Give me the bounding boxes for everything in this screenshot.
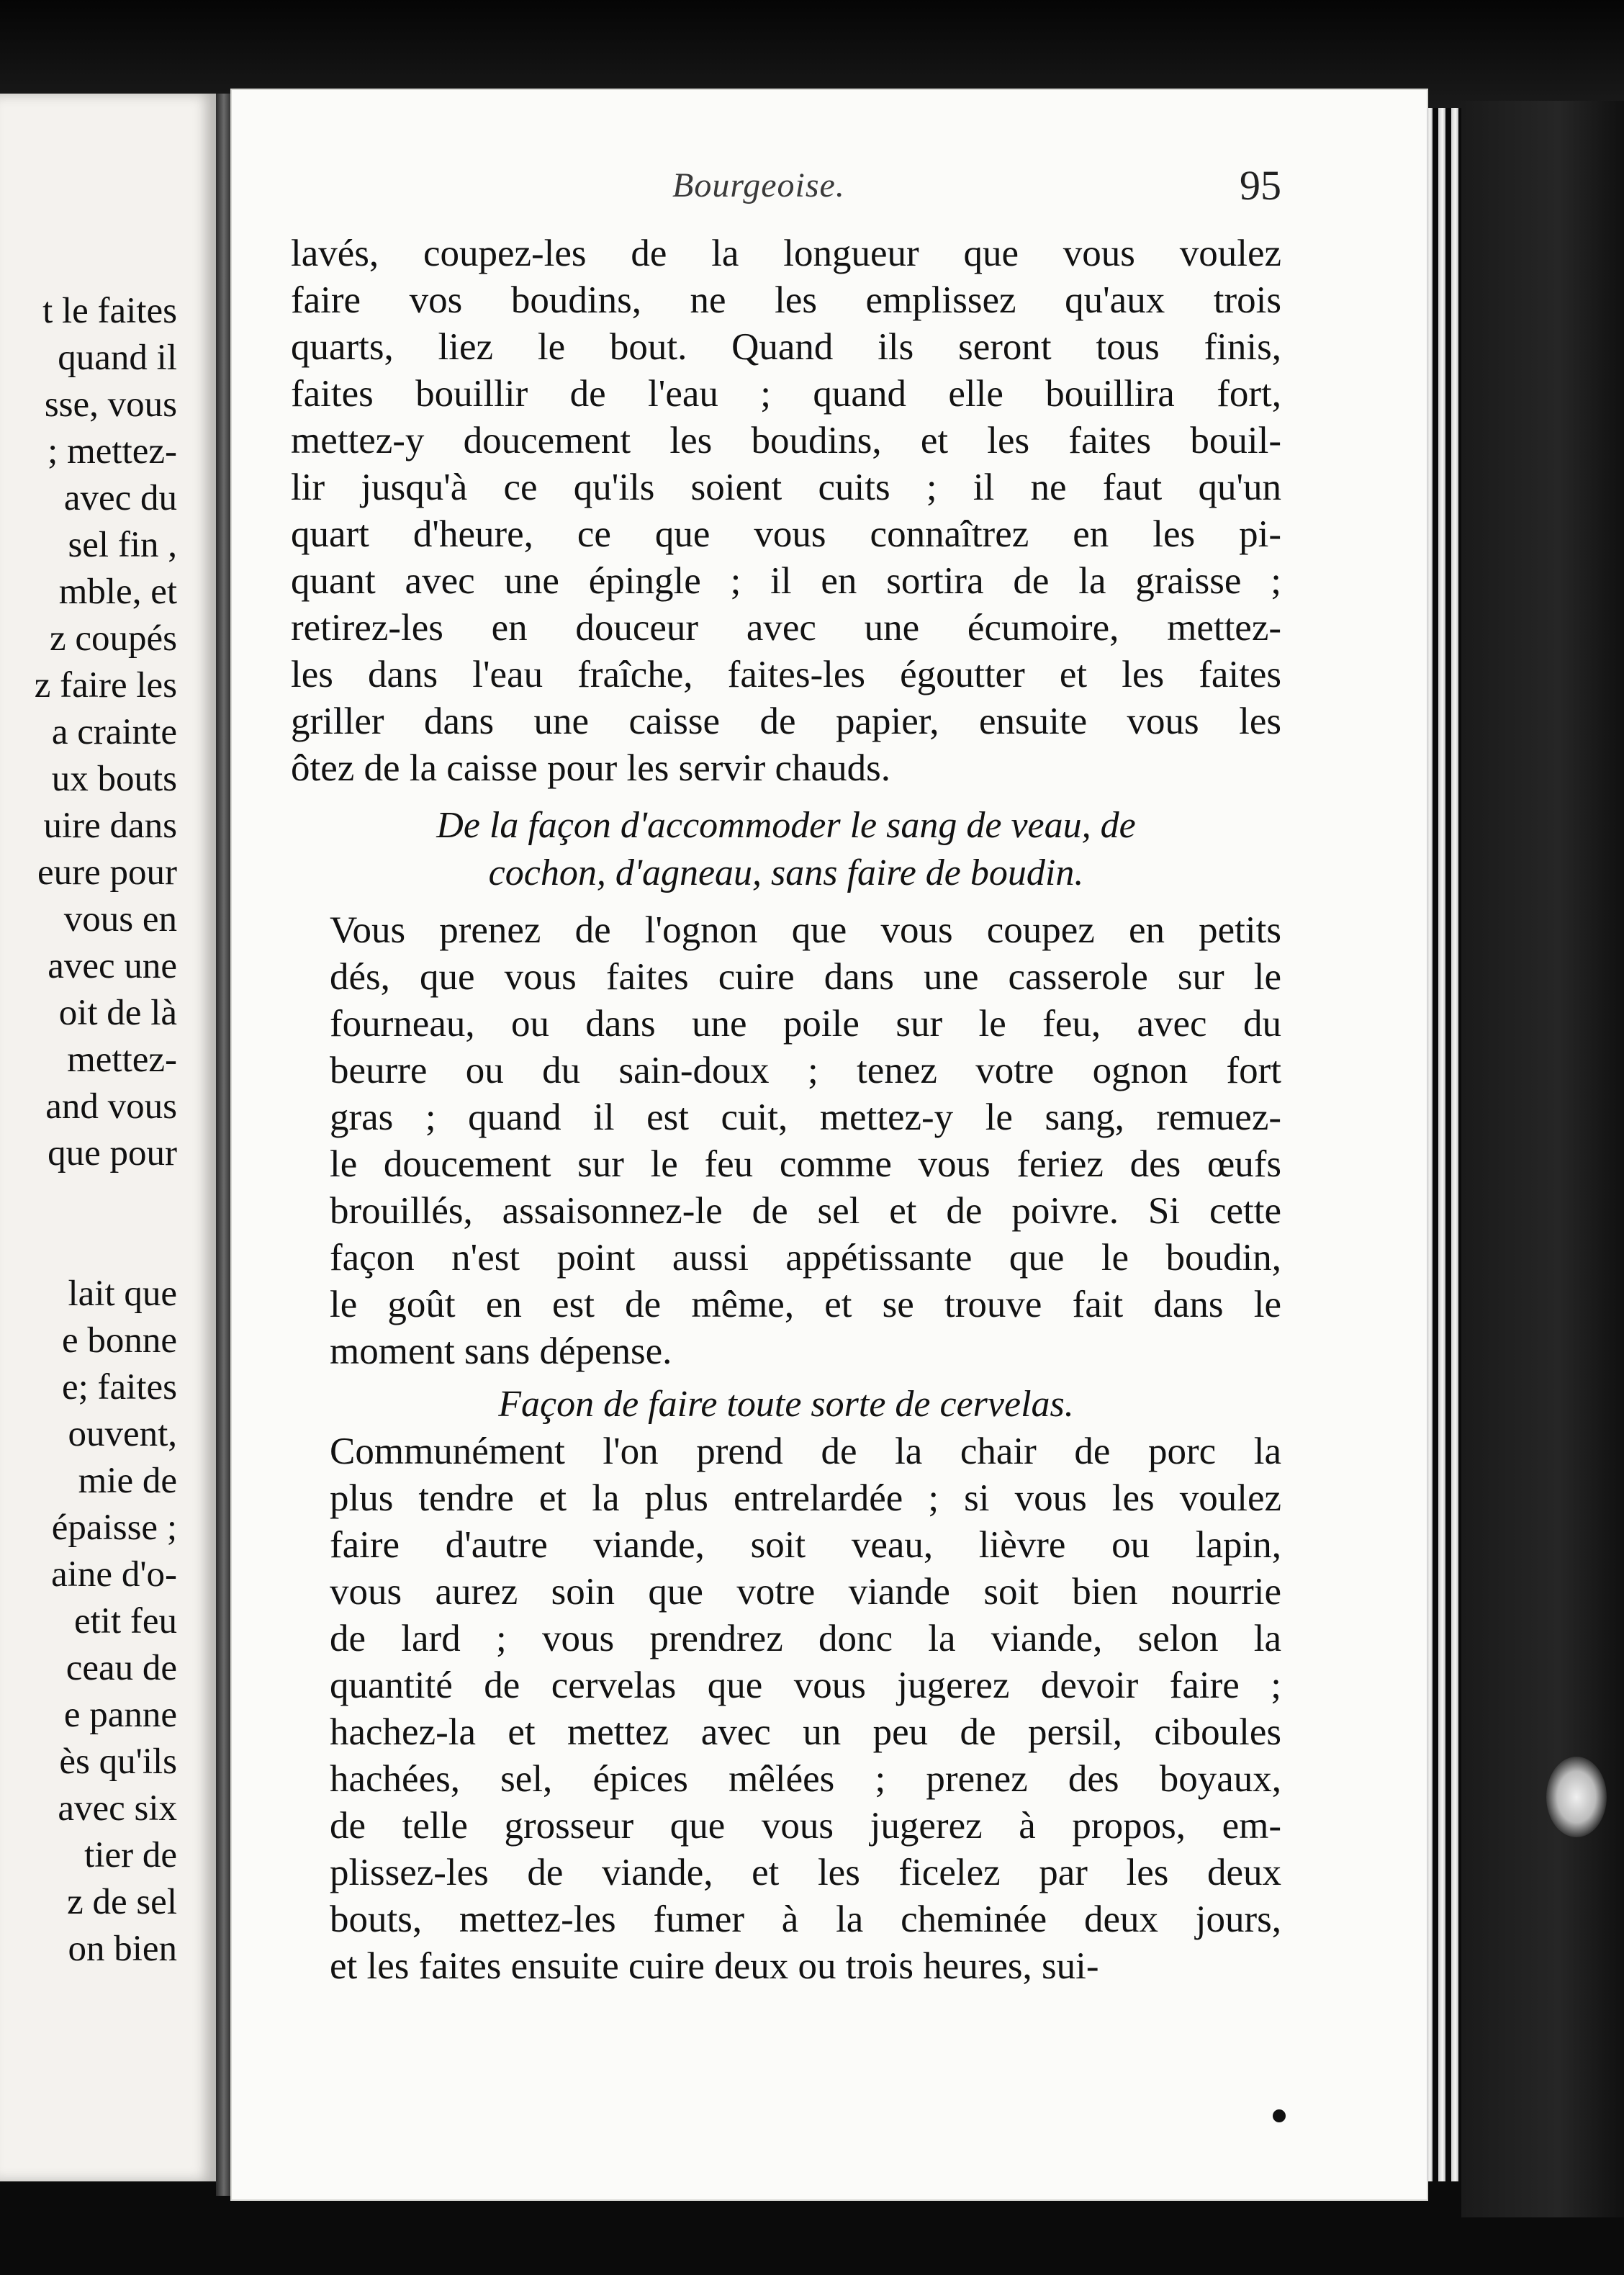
text-line: ôtez de la caisse pour les servir chauds.	[291, 747, 890, 789]
previous-page-line: a crainte	[51, 712, 177, 752]
paragraph	[291, 230, 1281, 792]
previous-page-line: tier de	[84, 1835, 177, 1875]
previous-page-line: e bonne	[61, 1320, 177, 1361]
book-cover-edge	[1461, 101, 1624, 2217]
previous-page-line: vous en	[63, 899, 177, 940]
previous-page-line: etit feu	[73, 1601, 177, 1641]
previous-page-line: z de sel	[67, 1882, 177, 1922]
previous-page-line: uire dans	[43, 806, 177, 846]
previous-page-line: eure pour	[37, 852, 177, 893]
heading-line: Façon de faire toute sorte de cervelas.	[498, 1384, 1074, 1425]
text-line: le goût en est de même, et se trouve fait dans le	[330, 1284, 1281, 1325]
text-line: fourneau, ou dans une poile sur le feu, avec du	[330, 1003, 1281, 1045]
previous-page-line: quand il	[58, 338, 177, 378]
text-line: faire d'autre viande, soit veau, lièvre ou lapin,	[330, 1524, 1281, 1566]
previous-page-line: sel fin ,	[68, 525, 177, 565]
text-line: bouts, mettez-les fumer à la cheminée deux jours,	[330, 1898, 1281, 1940]
previous-page-line: que pour	[48, 1133, 177, 1173]
page-number: 95	[1240, 162, 1281, 209]
text-line: plissez-les de viande, et les ficelez par les deux	[330, 1852, 1281, 1893]
previous-page-line	[0, 1177, 177, 1224]
scan-artifact	[1546, 1757, 1607, 1837]
text-line: hachées, sel, épices mêlées ; prenez des boyaux,	[330, 1758, 1281, 1800]
previous-page-line: ès qu'ils	[59, 1742, 177, 1782]
page-content	[291, 162, 1281, 1990]
book-gutter	[216, 94, 232, 2196]
heading-line: De la façon d'accommoder le sang de veau, de	[436, 805, 1136, 846]
text-line: hachez-la et mettez avec un peu de persil, ciboules	[330, 1711, 1281, 1753]
text-line: Communément l'on prend de la chair de porc la	[330, 1431, 1281, 1472]
previous-page-line: t le faites	[42, 291, 177, 331]
text-line: beurre ou du sain-doux ; tenez votre ognon fort	[330, 1050, 1281, 1091]
previous-page-line: and vous	[45, 1086, 177, 1127]
text-line: plus tendre et la plus entrelardée ; si vous les voulez	[330, 1477, 1281, 1519]
previous-page-line: ; mettez-	[48, 431, 177, 472]
previous-page-line: e panne	[63, 1695, 177, 1735]
text-line: le doucement sur le feu comme vous feriez des œufs	[330, 1143, 1281, 1185]
text-line: griller dans une caisse de papier, ensuite vous les	[291, 700, 1281, 742]
previous-page-line: avec une	[48, 946, 177, 986]
previous-page-line: lait que	[68, 1274, 177, 1314]
text-line: de lard ; vous prendrez donc la viande, selon la	[330, 1618, 1281, 1659]
previous-page-line: épaisse ;	[51, 1508, 177, 1548]
page-edge	[1438, 108, 1445, 2181]
text-line: quantité de cervelas que vous jugerez devoir faire ;	[330, 1664, 1281, 1706]
previous-page-line: ceau de	[66, 1648, 177, 1688]
text-line: de telle grosseur que vous jugerez à propos, em-	[330, 1805, 1281, 1847]
text-line: faites bouillir de l'eau ; quand elle bouillira fort,	[291, 373, 1281, 415]
text-line: vous aurez soin que votre viande soit bien nourrie	[330, 1571, 1281, 1613]
previous-page-line	[0, 1224, 177, 1271]
previous-page-line: sse, vous	[44, 384, 177, 425]
previous-page-line: mble, et	[58, 572, 177, 612]
previous-page-line: ouvent,	[68, 1414, 177, 1454]
paragraph	[291, 1428, 1281, 1990]
previous-page-line: on bien	[68, 1929, 177, 1969]
previous-page-line: e; faites	[62, 1367, 177, 1407]
text-line: façon n'est point aussi appétissante que le boudin,	[330, 1237, 1281, 1279]
text-line: lir jusqu'à ce qu'ils soient cuits ; il ne faut qu'un	[291, 467, 1281, 508]
text-line: et les faites ensuite cuire deux ou trois heures, sui-	[330, 1945, 1099, 1987]
ink-dot	[1273, 2109, 1286, 2122]
page-edge	[1427, 108, 1433, 2181]
running-title: Bourgeoise.	[672, 166, 845, 204]
text-line: quarts, liez le bout. Quand ils seront tous finis,	[291, 326, 1281, 368]
heading-line: cochon, d'agneau, sans faire de boudin.	[488, 852, 1084, 893]
previous-page-line: avec six	[58, 1788, 177, 1829]
text-line: quant avec une épingle ; il en sortira de la graisse ;	[291, 560, 1281, 602]
previous-page-line: ux bouts	[51, 759, 177, 799]
text-line: dés, que vous faites cuire dans une casserole sur le	[330, 956, 1281, 998]
text-line: moment sans dépense.	[330, 1330, 672, 1372]
text-line: brouillés, assaisonnez-le de sel et de poivre. Si cette	[330, 1190, 1281, 1232]
text-line: lavés, coupez-les de la longueur que vous voulez	[291, 233, 1281, 274]
running-head	[291, 162, 1281, 230]
previous-page-line: oit de là	[58, 993, 177, 1033]
previous-page-line: z faire les	[34, 665, 177, 706]
text-line: mettez-y doucement les boudins, et les faites bouil-	[291, 420, 1281, 461]
previous-page-line: z coupés	[49, 618, 177, 659]
section-heading	[291, 1381, 1281, 1428]
text-line: Vous prenez de l'ognon que vous coupez en petits	[330, 909, 1281, 951]
text-line: les dans l'eau fraîche, faites-les égoutter et les faites	[291, 654, 1281, 695]
text-line: quart d'heure, ce que vous connaîtrez en les pi-	[291, 513, 1281, 555]
previous-page-line: aine d'o-	[51, 1554, 177, 1595]
previous-page-line: mettez-	[67, 1040, 177, 1080]
previous-page-text	[0, 288, 177, 1973]
text-line: faire vos boudins, ne les emplissez qu'aux trois	[291, 279, 1281, 321]
section-heading	[291, 802, 1281, 897]
previous-page-line: avec du	[63, 478, 177, 518]
page-edge	[1451, 108, 1458, 2181]
text-line: gras ; quand il est cuit, mettez-y le sang, remuez-	[330, 1096, 1281, 1138]
text-line: retirez-les en douceur avec une écumoire, mettez-	[291, 607, 1281, 649]
previous-page-line: mie de	[78, 1461, 177, 1501]
paragraph	[291, 907, 1281, 1375]
previous-page	[0, 94, 216, 2181]
